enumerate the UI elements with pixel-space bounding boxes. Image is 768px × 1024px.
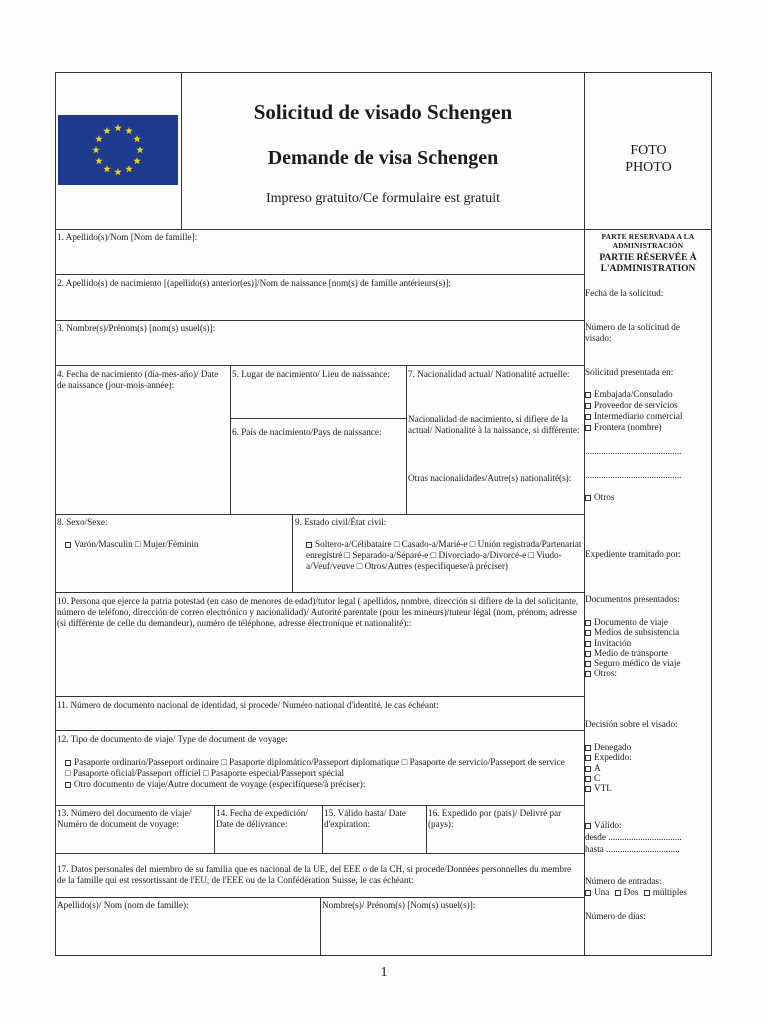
admin-option-provider: Proveedor de servicios: [585, 400, 710, 411]
checkbox-icon[interactable]: [306, 542, 312, 548]
checkbox-icon[interactable]: [585, 620, 591, 626]
field-eu-family-member[interactable]: 17. Datos personales del miembro de su familia que es nacional de la UE, del EEE o de la CH, si procede/Données personnelles du membre de la famille qui est ressortissant de l'EU, de l'EEE ou de la Confédération Suisse, le cas échéant:: [57, 864, 572, 885]
admin-option-border: Frontera (nombre): [585, 422, 710, 433]
admin-header-fr: PARTIE RÉSERVÉE À L'ADMINISTRATION: [599, 253, 697, 274]
field-travel-document-options[interactable]: Pasaporte ordinario/Passeport ordinaire □ Pasaporte diplomático/Passeport diplomatique □ Pasaporte de servicio/Passeport de service □ Pasaporte oficial/Passeport officiel □ Pasaporte especial/Passeport spécial: [65, 757, 565, 778]
photo-label-es: FOTO: [630, 143, 667, 158]
checkbox-icon[interactable]: [585, 786, 591, 792]
field-family-surname[interactable]: Apellido(s)/ Nom (nom de famille):: [57, 900, 189, 910]
field-parental-authority[interactable]: 10. Persona que ejerce la patria potestad (en caso de menores de edad)/tutor legal ( apellidos, nombre, dirección si difiere de la del solicitante, número de teléfono, dirección de correo electrónico y nacionalidad)/ Autorité parentale (pour les mineurs)/tuteur légal (nom, prénom, adresse (si différente de celle du demandeur), numéro de téléphone, adresse électronique et nationalité)::: [57, 596, 579, 628]
subtitle: Impreso gratuito/Ce formulaire est gratuit: [265, 191, 501, 206]
field-family-first-names[interactable]: Nombre(s)/ Prénom(s) [Nom(s) usuel(s)]:: [322, 900, 476, 910]
checkbox-icon[interactable]: [585, 766, 591, 772]
checkbox-icon[interactable]: [65, 542, 71, 548]
checkbox-icon[interactable]: [585, 671, 591, 677]
field-country-of-birth[interactable]: 6. País de nacimiento/Pays de naissance:: [232, 427, 382, 437]
checkbox-icon[interactable]: [585, 776, 591, 782]
header-bottom-line: [55, 229, 712, 230]
admin-decision-options: Denegado Expedido: A C VTL: [585, 742, 710, 793]
admin-valid: Válido:: [585, 820, 710, 831]
eu-flag-icon: [58, 115, 178, 185]
page-number: 1: [380, 965, 388, 980]
admin-dots-2: ..........................................: [585, 470, 682, 480]
field-national-id[interactable]: 11. Número de documento nacional de identidad, si procede/ Numéro national d'identité, le cas échéant:: [57, 700, 439, 710]
admin-decision: Decisión sobre el visado:: [585, 719, 678, 729]
admin-header-es: PARTE RESERVADA A LA ADMINISTRACIÓN: [601, 232, 695, 250]
admin-application-date: Fecha de la solicitud:: [585, 288, 664, 298]
checkbox-icon[interactable]: [65, 782, 71, 788]
title-spanish: Solicitud de visado Schengen: [253, 100, 513, 124]
field-travel-document-type: 12. Tipo de documento de viaje/ Type de document de voyage:: [57, 734, 288, 744]
checkbox-icon[interactable]: [585, 495, 591, 501]
field-travel-document-number[interactable]: 13. Número del documento de viaje/ Numéro de document de voyage:: [57, 808, 192, 829]
checkbox-icon[interactable]: [585, 651, 591, 657]
checkbox-icon[interactable]: [644, 890, 650, 896]
checkbox-icon[interactable]: [585, 414, 591, 420]
admin-valid-to: hasta ................................: [585, 844, 680, 854]
admin-dots-1: ..........................................: [585, 446, 682, 456]
field-other-nationalities[interactable]: Otras nacionalidades/Autre(s) nationalité(s):: [408, 473, 572, 483]
admin-option-embassy: Embajada/Consulado: [585, 389, 710, 400]
admin-entries-options: Una Dos múltiples: [585, 887, 710, 898]
field-date-of-issue[interactable]: 14. Fecha de expedición/ Date de délivrance:: [216, 808, 308, 829]
field-valid-until[interactable]: 15. Válido hasta/ Date d'expiration:: [324, 808, 406, 829]
field-civil-status: 9. Estado civil/État civil:: [295, 517, 387, 527]
field-nationality-at-birth[interactable]: Nacionalidad de nacimiento, si difiere de la actual/ Nationalité à la naissance, si différente:: [408, 414, 580, 435]
admin-option-intermediary: Intermediario comercial: [585, 411, 710, 422]
field-first-names[interactable]: 3. Nombre(s)/Prénom(s) [nom(s) usuel(s)]:: [57, 323, 216, 333]
field-place-of-birth[interactable]: 5. Lugar de nacimiento/ Lieu de naissance:: [232, 369, 390, 379]
admin-handled-by: Expediente tramitado por:: [585, 549, 681, 559]
title-french: Demande de visa Schengen: [267, 147, 499, 169]
checkbox-icon[interactable]: [585, 630, 591, 636]
admin-other: Otros: [585, 492, 710, 503]
checkbox-icon[interactable]: [585, 425, 591, 431]
field-surname[interactable]: 1. Apellido(s)/Nom [Nom de famille]:: [57, 232, 198, 242]
field-sex-options[interactable]: Varón/Masculin □ Mujer/Féminin: [65, 539, 290, 550]
checkbox-icon[interactable]: [585, 641, 591, 647]
photo-label-fr: PHOTO: [625, 160, 672, 175]
field-current-nationality[interactable]: 7. Nacionalidad actual/ Nationalité actuelle:: [408, 369, 570, 379]
admin-valid-from: desde ................................: [585, 832, 682, 842]
checkbox-icon[interactable]: [585, 823, 591, 829]
field-sex: 8. Sexo/Sexe:: [57, 517, 108, 527]
checkbox-icon[interactable]: [585, 890, 591, 896]
admin-documents: Documentos presentados:: [585, 594, 680, 604]
admin-entries: Número de entradas:: [585, 876, 662, 886]
checkbox-icon[interactable]: [585, 755, 591, 761]
admin-documents-options: Documento de viaje Medios de subsistencia Invitación Medio de transporte Seguro médico de viaje Otros:: [585, 617, 710, 679]
checkbox-icon[interactable]: [615, 890, 621, 896]
checkbox-icon[interactable]: [585, 403, 591, 409]
field-travel-document-other[interactable]: Otro documento de viaje/Autre document de voyage (especifíquese/à préciser):: [65, 779, 570, 790]
admin-submitted-options: [585, 389, 710, 433]
admin-application-number: Número de la solicitud de visado:: [585, 322, 680, 343]
admin-days: Número de días:: [585, 911, 646, 921]
field-issued-by[interactable]: 16. Expedido por (país)/ Delivré par (pays):: [428, 808, 562, 829]
checkbox-icon[interactable]: [585, 745, 591, 751]
admin-submitted-at: Solicitud presentada en:: [585, 367, 674, 377]
field-date-of-birth[interactable]: 4. Fecha de nacimiento (día-mes-año)/ Date de naissance (jour-mois-année):: [57, 369, 219, 390]
field-surname-at-birth[interactable]: 2. Apellido(s) de nacimiento [(apellido(s) anterior(es)]/Nom de naissance [nom(s) de famille antérieurs(s)]:: [57, 278, 451, 288]
checkbox-icon[interactable]: [585, 392, 591, 398]
checkbox-icon[interactable]: [585, 661, 591, 667]
field-civil-status-options[interactable]: Soltero-a/Célibataire □ Casado-a/Marié-e □ Unión registrada/Partenariat enregistré □ Separado-a/Séparé-e □ Divorciado-a/Divorcé-e □ Viudo-a/Veuf/veuve □ Otros/Autres (especifíquese/à préciser): [306, 539, 582, 571]
checkbox-icon[interactable]: [65, 760, 71, 766]
